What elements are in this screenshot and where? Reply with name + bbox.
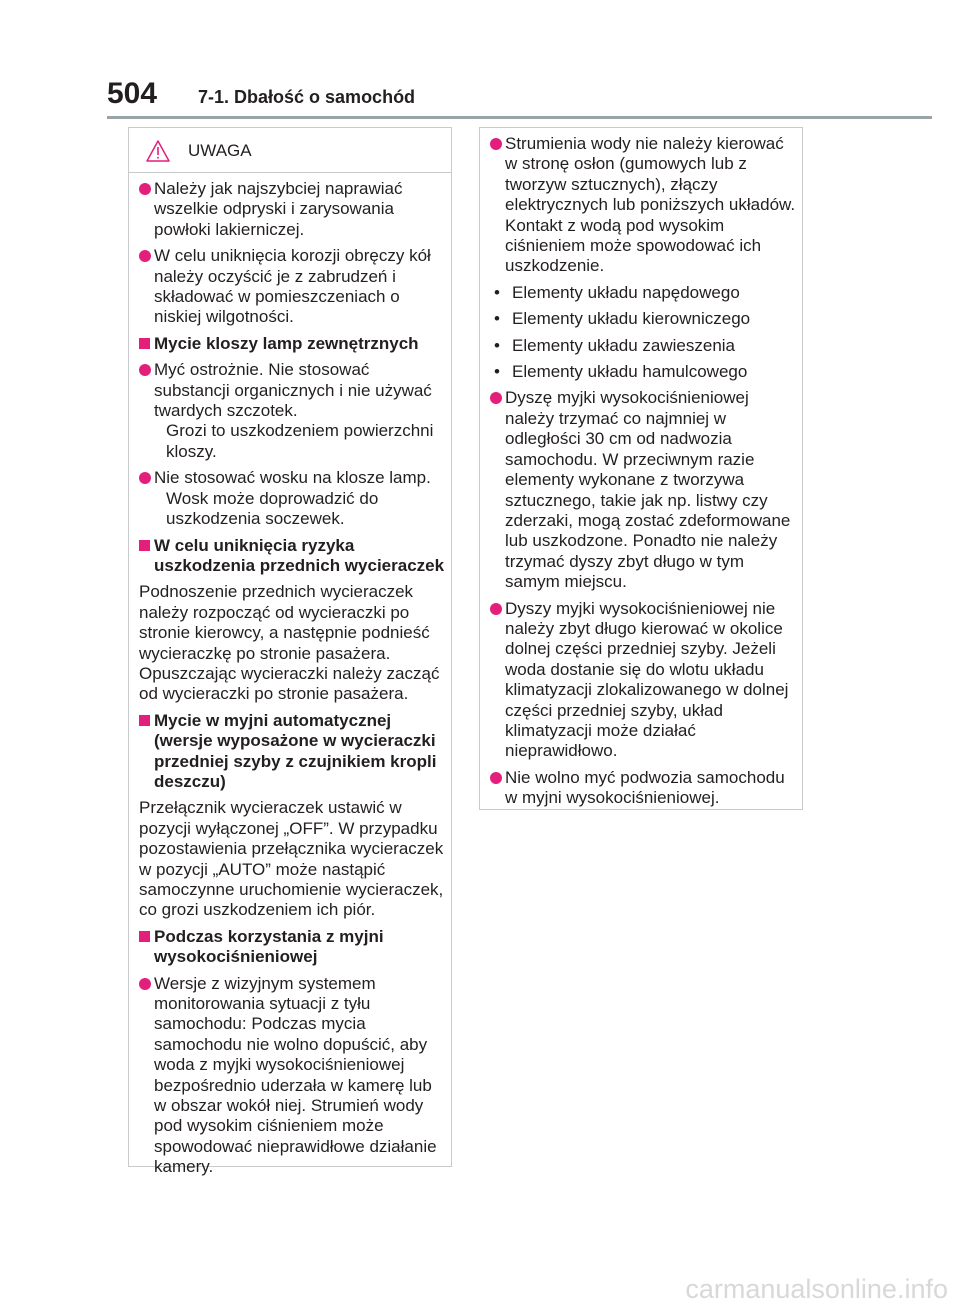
warning-item: [139, 179, 445, 240]
item-text: Myć ostrożnie. Nie stosować substancji organicznych i nie używać twardych szczotek.: [154, 360, 432, 421]
item-note: Grozi to uszkodzeniem powierzchni kloszy.: [166, 421, 434, 461]
bullet-item: [490, 336, 798, 356]
warning-item: [139, 360, 445, 462]
bullet-icon: •: [494, 282, 500, 302]
bullet-icon: •: [494, 335, 500, 355]
square-bullet-icon: [139, 540, 150, 551]
square-bullet-icon: [139, 715, 150, 726]
warning-label: UWAGA: [188, 141, 252, 160]
warning-item: [490, 134, 798, 277]
item-text: Mycie kloszy lamp zewnętrznych: [154, 333, 419, 353]
item-text: Należy jak najszybciej naprawiać wszelkie odpryski i zarysowania powłoki lakierniczej.: [154, 179, 403, 239]
warning-triangle-icon: [146, 140, 170, 162]
warning-item: [139, 974, 445, 1178]
item-note: Wosk może doprowadzić do uszkodzenia soczewek.: [166, 488, 379, 529]
bullet-icon: •: [494, 309, 500, 329]
left-column-content: [129, 173, 451, 1178]
bullet-text: Elementy układu hamulcowego: [512, 362, 748, 382]
bullet-text: Elementy układu zawieszenia: [512, 335, 736, 355]
warning-item: [139, 468, 445, 529]
warning-item: [490, 599, 798, 762]
warning-header: [129, 128, 451, 173]
item-text: Podczas korzystania z myjni wysokociśnieniowej: [154, 926, 384, 967]
bullet-item: [490, 283, 798, 303]
dot-bullet-icon: [139, 183, 151, 195]
item-text: Dyszy myjki wysokociśnieniowej nie należy zbyt długo kierować w okolice dolnej części przedniej szyby. Jeżeli woda dostanie się do wlotu układu klimatyzacji zlokalizowanego w dolnej części przedniej szyby, układ klimatyzacji może działać nieprawidłowo.: [505, 598, 789, 761]
watermark: carmanualsonline.info: [685, 1274, 948, 1304]
bullet-item: [490, 309, 798, 329]
header-rule: [107, 116, 932, 119]
warning-item: [139, 246, 445, 328]
section-heading: [139, 334, 445, 354]
right-column-content: [480, 128, 802, 809]
square-bullet-icon: [139, 338, 150, 349]
item-text: Nie stosować wosku na klosze lamp.: [154, 468, 431, 488]
item-text: Wersje z wizyjnym systemem monitorowania sytuacji z tyłu samochodu: Podczas mycia samochodu nie wolno dopuścić, aby woda z myjki wysokociśnieniowej bezpośrednio uderzała w kamerę lub w obszar wokół niej. Strumień wody pod wysokim ciśnieniem może spowodować nieprawidłowe działanie kamery.: [154, 973, 437, 1177]
item-text: Mycie w myjni automatycznej (wersje wyposażone w wycieraczki przedniej szyby z czujnikiem kropli deszczu): [154, 710, 437, 791]
dot-bullet-icon: [490, 392, 502, 404]
item-text: Dyszę myjki wysokociśnieniowej należy trzymać co najmniej w odległości 30 cm od nadwozia samochodu. W przeciwnym razie elementy wykonane z tworzywa sztucznego, takie jak np. listwy czy zderzaki, mogą zostać zdeformowane lub uszkodzone. Ponadto nie należy trzymać dyszy zbyt długo w tym samym miejscu.: [505, 388, 791, 592]
section-heading: [139, 536, 445, 577]
dot-bullet-icon: [490, 138, 502, 150]
warning-box-left: [128, 127, 452, 1177]
dot-bullet-icon: [139, 472, 151, 484]
page-number: 504: [107, 77, 158, 110]
dot-bullet-icon: [139, 250, 151, 262]
dot-bullet-icon: [490, 772, 502, 784]
item-text: W celu uniknięcia korozji obręczy kół należy oczyścić je z zabrudzeń i składować w pomieszczeniach o niskiej wilgotności.: [154, 246, 431, 327]
dot-bullet-icon: [490, 603, 502, 615]
item-text: W celu uniknięcia ryzyka uszkodzenia przednich wycieraczek: [154, 535, 445, 575]
dot-bullet-icon: [139, 364, 151, 376]
item-text: Strumienia wody nie należy kierować w stronę osłon (gumowych lub z tworzyw sztucznych), złączy elektrycznych lub poniższych układów. Kontakt z wodą pod wysokim ciśnieniem może spowodować ich uszkodzenie.: [505, 134, 796, 276]
paragraph: Przełącznik wycieraczek ustawić w pozycji wyłączonej „OFF”. W przypadku pozostawienia przełącznika wycieraczek w pozycji „AUTO” może nastąpić samoczynne uruchomienie wycieraczek, co grozi uszkodzeniem ich piór.: [139, 798, 444, 920]
warning-box-right: [479, 127, 803, 810]
square-bullet-icon: [139, 931, 150, 942]
bullet-item: [490, 362, 798, 382]
warning-item: [490, 768, 798, 809]
bullet-text: Elementy układu napędowego: [512, 282, 740, 302]
section-heading: [139, 927, 445, 968]
section-title: 7-1. Dbałość o samochód: [198, 87, 416, 107]
item-text: Nie wolno myć podwozia samochodu w myjni wysokociśnieniowej.: [505, 767, 785, 808]
section-heading: [139, 711, 445, 793]
bullet-icon: •: [494, 362, 500, 382]
dot-bullet-icon: [139, 978, 151, 990]
warning-item: [490, 388, 798, 592]
paragraph: Podnoszenie przednich wycieraczek należy rozpocząć od wycieraczki po stronie kierowcy, a następnie podnieść wycieraczkę po stronie pasażera. Opuszczając wycieraczki należy zacząć od wycieraczki po stronie pasażera.: [139, 582, 440, 704]
bullet-text: Elementy układu kierowniczego: [512, 309, 751, 329]
